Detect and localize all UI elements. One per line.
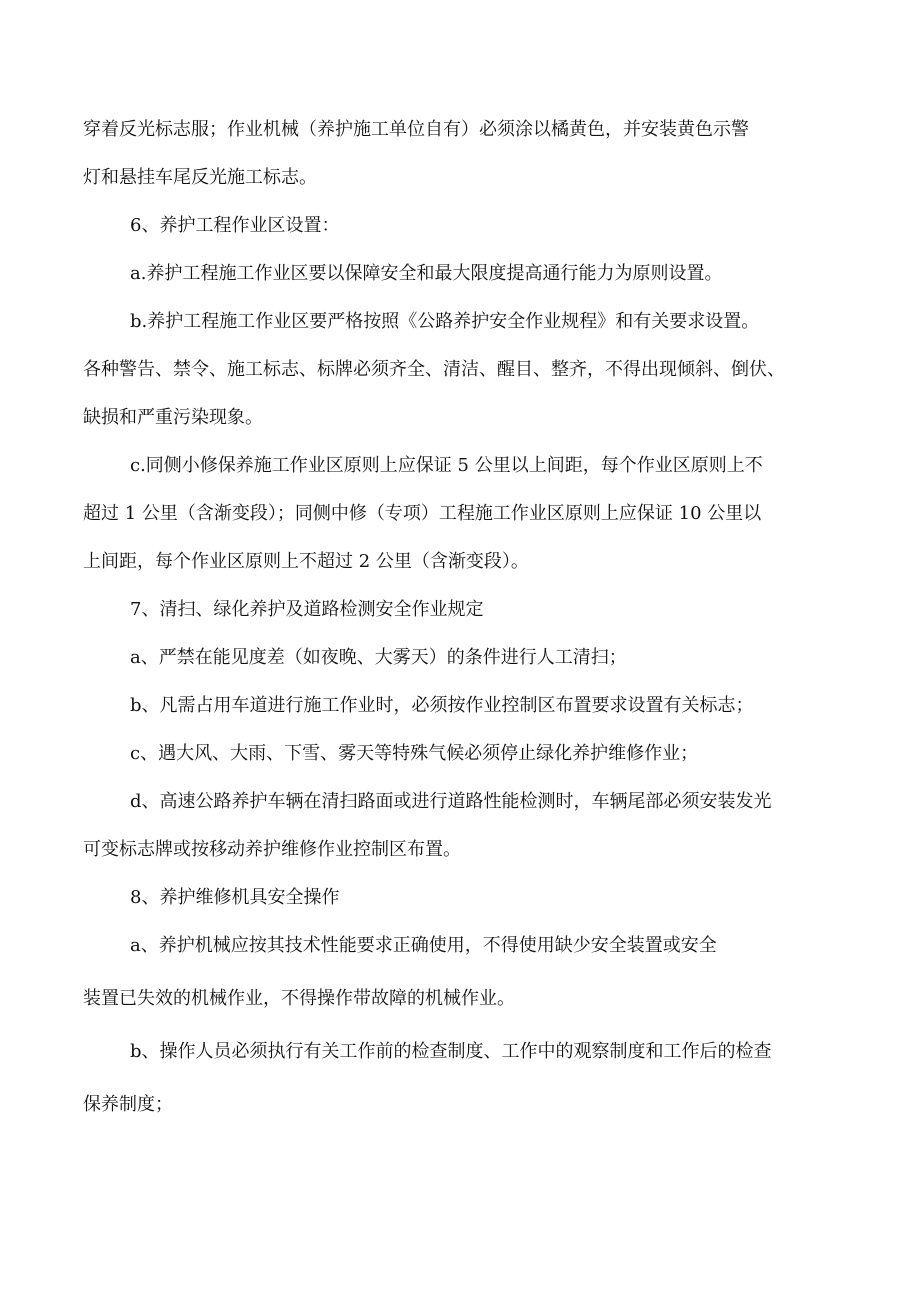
text-line: b.养护工程施工作业区要严格按照《公路养护安全作业规程》和有关要求设置。: [130, 311, 760, 332]
text-line: a、养护机械应按其技术性能要求正确使用，不得使用缺少安全装置或安全: [130, 935, 717, 956]
text-line: 缺损和严重污染现象。: [83, 407, 263, 428]
text-line: 保养制度；: [83, 1094, 173, 1115]
text-line: 各种警告、禁令、施工标志、标牌必须齐全、清洁、醒目、整齐，不得出现倾斜、倒伏、: [83, 359, 785, 380]
text-line: 上间距，每个作业区原则上不超过 2 公里（含渐变段）。: [83, 551, 529, 572]
text-line: 可变标志牌或按移动养护维修作业控制区布置。: [83, 839, 461, 860]
text-line: b、操作人员必须执行有关工作前的检查制度、工作中的观察制度和工作后的检查: [130, 1041, 772, 1062]
text-line: 装置已失效的机械作业，不得操作带故障的机械作业。: [83, 988, 515, 1009]
text-line: d、高速公路养护车辆在清扫路面或进行道路性能检测时，车辆尾部必须安装发光: [130, 791, 772, 812]
text-line: a.养护工程施工作业区要以保障安全和最大限度提高通行能力为原则设置。: [130, 263, 723, 284]
text-line: a、严禁在能见度差（如夜晚、大雾天）的条件进行人工清扫；: [130, 647, 627, 668]
section-heading: 6、养护工程作业区设置：: [130, 215, 340, 236]
text-line: 穿着反光标志服；作业机械（养护施工单位自有）必须涂以橘黄色，并安装黄色示警: [83, 119, 749, 140]
text-line: 超过 1 公里（含渐变段）；同侧中修（专项）工程施工作业区原则上应保证 10 公里以: [83, 503, 762, 524]
section-heading: 8、养护维修机具安全操作: [130, 887, 340, 908]
text-line: b、凡需占用车道进行施工作业时，必须按作业控制区布置要求设置有关标志；: [130, 695, 754, 716]
text-line: c、遇大风、大雨、下雪、雾天等特殊气候必须停止绿化养护维修作业；: [130, 743, 699, 764]
text-line: c.同侧小修保养施工作业区原则上应保证 5 公里以上间距，每个作业区原则上不: [130, 455, 763, 476]
text-line: 灯和悬挂车尾反光施工标志。: [83, 167, 317, 188]
section-heading: 7、清扫、绿化养护及道路检测安全作业规定: [130, 599, 484, 620]
